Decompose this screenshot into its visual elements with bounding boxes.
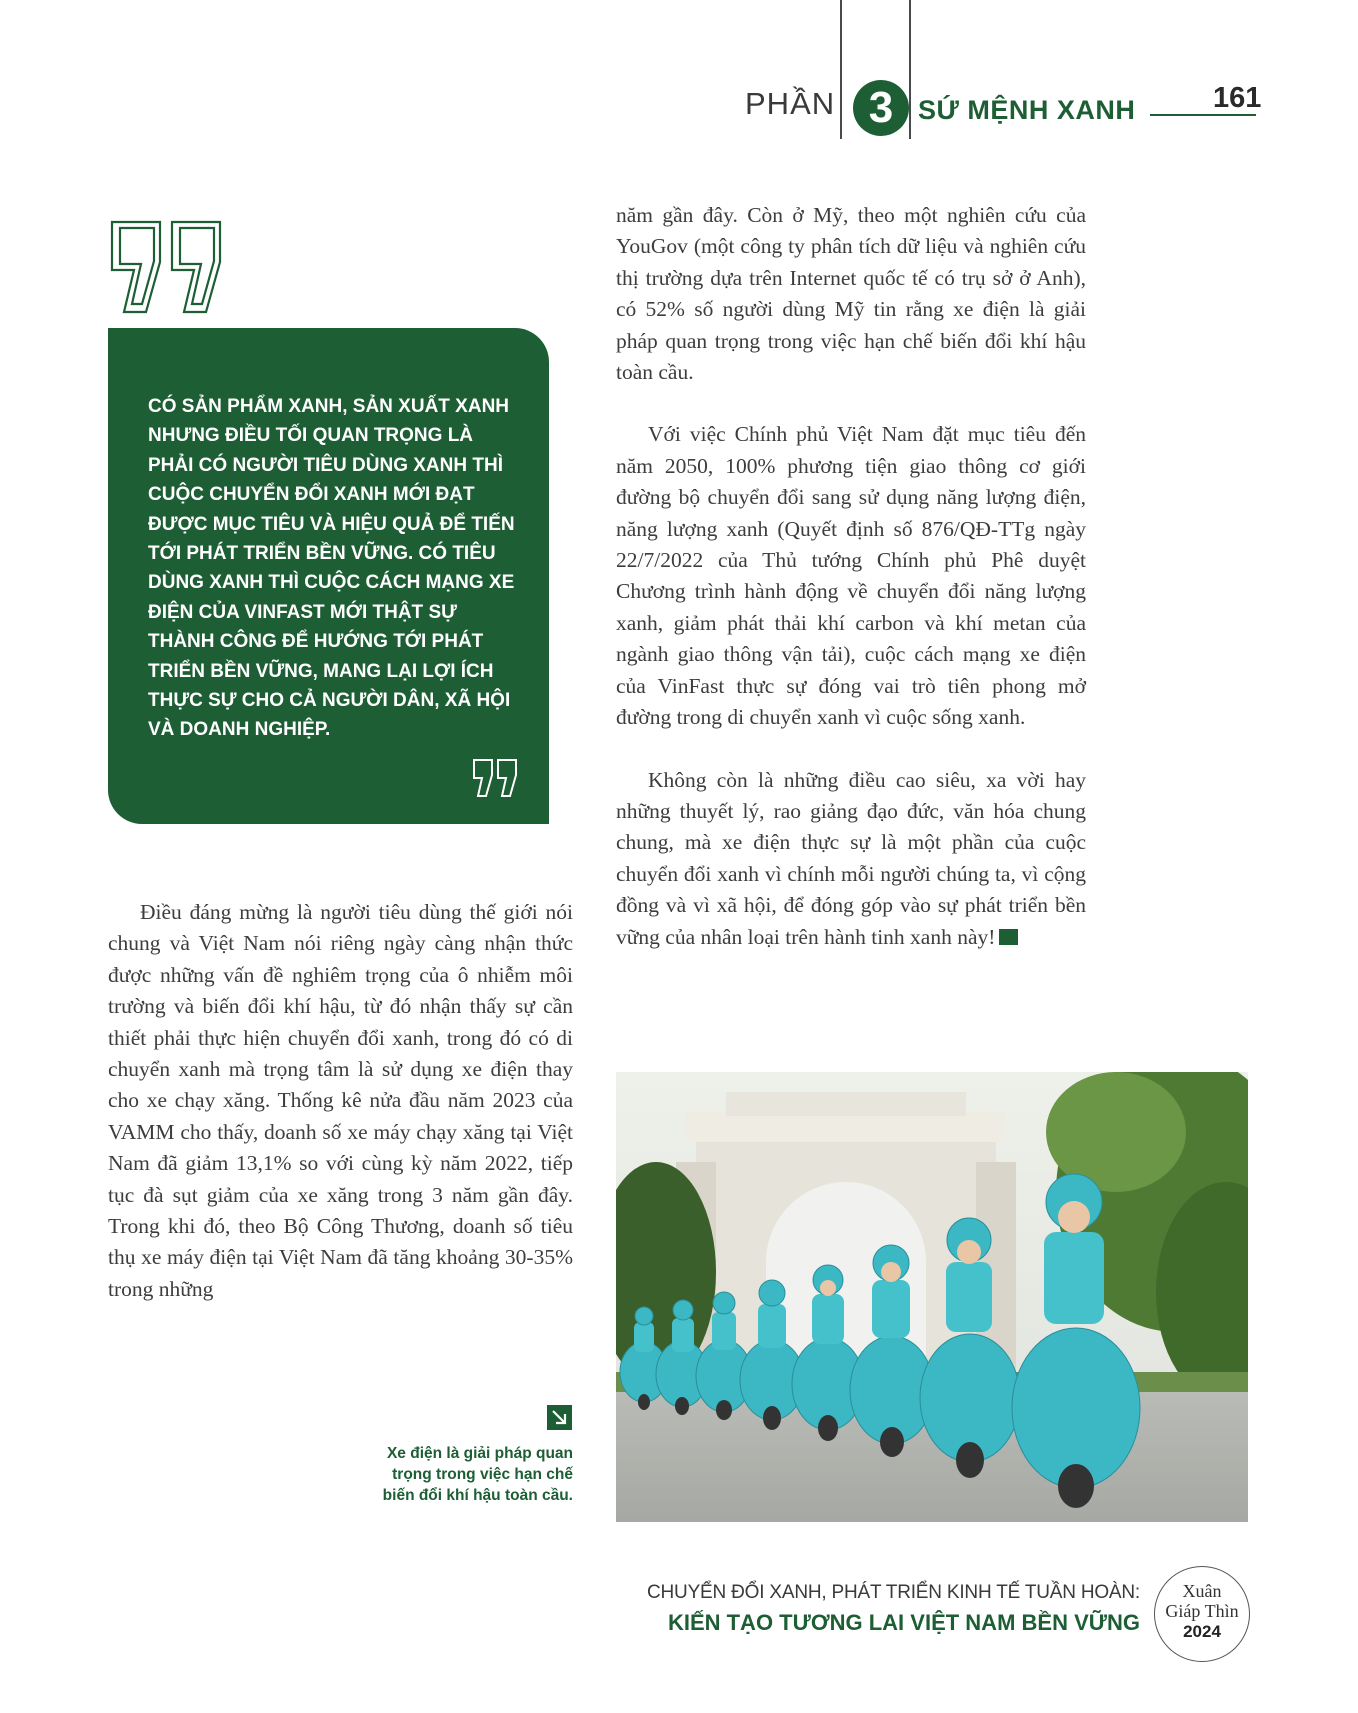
arrow-down-right-icon (547, 1405, 572, 1430)
body-paragraph-right-3: Không còn là những điều cao siêu, xa vời hay những thuyết lý, rao giảng đạo đức, văn hóa chung chung, mà xe điện thực sự là một phần của cuộc chuyển đổi xanh vì chính mỗi người chúng ta, vì cộng đồng và vì xã hội, để đóng góp vào sự phát triển bền vững của nhân loại trên hành tinh xanh này! (616, 767, 1086, 949)
section-title: SỨ MỆNH XANH (918, 95, 1136, 125)
seal-line-3: 2024 (1183, 1622, 1221, 1641)
body-paragraph-left: Điều đáng mừng là người tiêu dùng thế giới nói chung và Việt Nam nói riêng ngày càng nhận thức được những vấn đề nghiêm trọng của ô nhiễm môi trường và biến đổi khí hậu, từ đó nhận thấy sự cần thiết phải thực hiện chuyển đổi xanh, trong đó có di chuyển xanh mà trọng tâm là sử dụng xe điện thay cho xe chạy xăng. Thống kê nửa đầu năm 2023 của VAMM cho thấy, doanh số xe máy chạy xăng tại Việt Nam đã giảm 13,1% so với cùng kỳ năm 2022, tiếp tục đà sụt giảm của xe xăng trong 3 năm gần đây. Trong khi đó, theo Bộ Công Thương, doanh số tiêu thụ xe máy điện tại Việt Nam đã tăng khoảng 30-35% trong những (108, 900, 573, 1301)
scooter-photo-illustration (616, 1072, 1248, 1522)
body-paragraph-right-3-wrap (616, 765, 1086, 953)
page-number: 161 (1213, 82, 1262, 114)
header-divider-right (909, 0, 911, 139)
part-number-badge: 3 (853, 80, 909, 136)
body-paragraph-right-2: Với việc Chính phủ Việt Nam đặt mục tiêu đến năm 2050, 100% phương tiện giao thông cơ giới đường bộ chuyển đổi sang sử dụng năng lượng điện, năng lượng xanh (Quyết định số 876/QĐ-TTg ngày 22/7/2022 của Thủ tướng Chính phủ Phê duyệt Chương trình hành động về chuyển đổi năng lượng xanh, giảm phát thải khí carbon và khí metan của ngành giao thông vận tải), cuộc cách mạng xe điện của VinFast thực sự đóng vai trò tiên phong mở đường trong di chuyển xanh vì cuộc sống xanh. (616, 422, 1086, 730)
footer-line-2: KIẾN TẠO TƯƠNG LAI VIỆT NAM BỀN VỮNG (667, 1610, 1140, 1635)
footer-line-1: CHUYỂN ĐỔI XANH, PHÁT TRIỂN KINH TẾ TUẦN HOÀN: (647, 1582, 1140, 1603)
caption-arrow-icon (547, 1405, 572, 1430)
edition-seal (1154, 1566, 1250, 1662)
right-column (616, 200, 1086, 953)
body-paragraph-right-1: năm gần đây. Còn ở Mỹ, theo một nghiên cứu của YouGov (một công ty phân tích dữ liệu và nghiên cứu thị trường dựa trên Internet quốc tế có trụ sở ở Anh), có 52% số người dùng Mỹ tin rằng xe điện là giải pháp quan trọng trong việc hạn chế biến đổi khí hậu toàn cầu. (616, 203, 1086, 385)
header-rule (1150, 114, 1256, 116)
close-quote-icon (472, 758, 520, 798)
scooter-photo (616, 1072, 1248, 1522)
end-mark-icon (999, 929, 1018, 945)
seal-line-1: Xuân (1182, 1581, 1222, 1601)
seal-line-2: Giáp Thìn (1165, 1601, 1239, 1621)
pull-quote-text: CÓ SẢN PHẨM XANH, SẢN XUẤT XANH NHƯNG ĐIỀU TỐI QUAN TRỌNG LÀ PHẢI CÓ NGƯỜI TIÊU DÙNG XANH THÌ CUỘC CHUYỂN ĐỔI XANH MỚI ĐẠT ĐƯỢC MỤC TIÊU VÀ HIỆU QUẢ ĐỂ TIẾN TỚI PHÁT TRIỂN BỀN VỮNG. CÓ TIÊU DÙNG XANH THÌ CUỘC CÁCH MẠNG XE ĐIỆN CỦA VINFAST MỚI THẬT SỰ THÀNH CÔNG ĐỂ HƯỚNG TỚI PHÁT TRIỂN BỀN VỮNG, MANG LẠI LỢI ÍCH THỰC SỰ CHO CẢ NGƯỜI DÂN, XÃ HỘI VÀ DOANH NGHIỆP. (148, 396, 515, 741)
header-divider-left (840, 0, 842, 139)
photo-caption: Xe điện là giải pháp quan trọng trong việc hạn chế biến đổi khí hậu toàn cầu. (382, 1445, 573, 1504)
part-label: PHẦN (745, 86, 836, 121)
open-quote-icon (106, 216, 230, 318)
